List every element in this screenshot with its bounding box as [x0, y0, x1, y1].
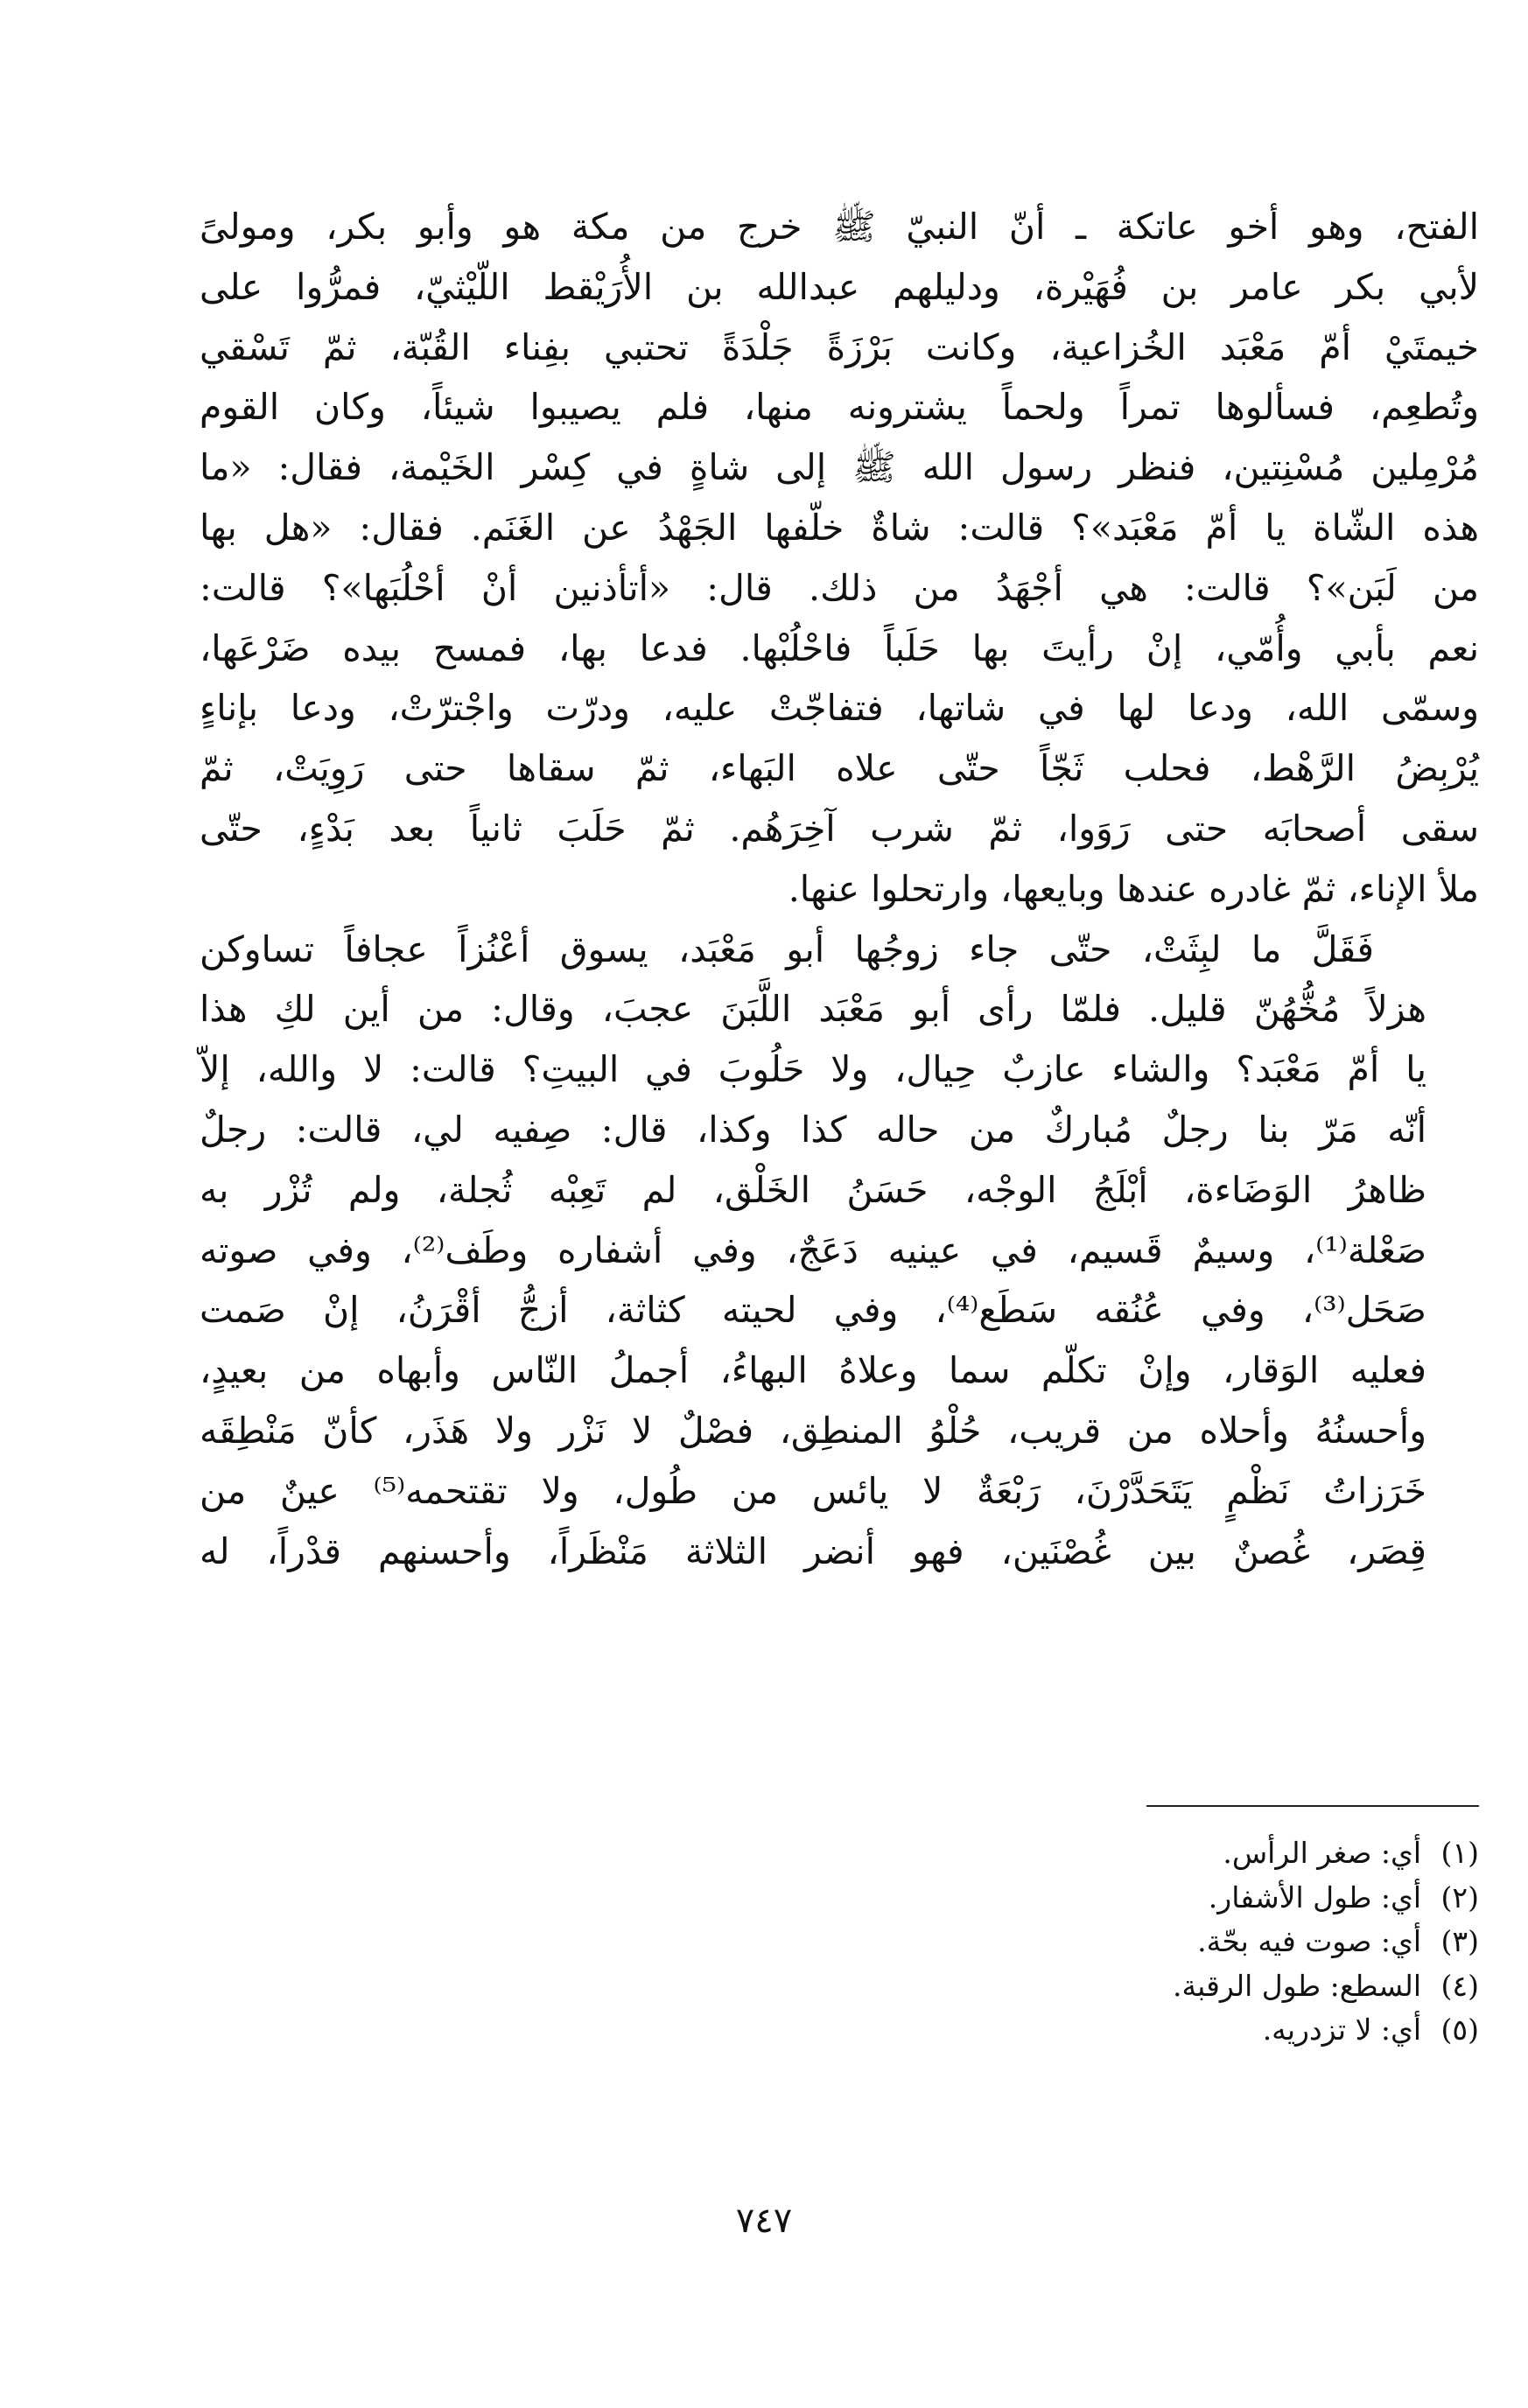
- footnote-item: [788, 1876, 1479, 1921]
- text-line: صَحَل⁽³⁾، وفي عُنُقه سَطَع⁽⁴⁾، وفي لحيته كثاثة، أزجُّ أقْرَنُ، إنْ صَمت: [200, 1289, 1426, 1332]
- text-line: قِصَر، غُصنٌ بين غُصْنَين، فهو أنضر الثلاثة مَنْظَراً، وأحسنهم قدْراً، له: [200, 1530, 1426, 1572]
- footnote-number: (٥): [1440, 2012, 1479, 2047]
- text-line: فَقَلَّ ما لبِثَتْ، حتّى جاء زوجُها أبو مَعْبَد، يسوق أعْنُزاً عجافاً تساوكن: [200, 928, 1374, 970]
- text-line: وأحسنُهُ وأحلاه من قريب، حُلْوُ المنطِق، فصْلٌ لا نَزْر ولا هَذَر، كأنّ مَنْطِقَه: [200, 1409, 1426, 1452]
- footnote-item: [788, 1964, 1479, 2009]
- page-number: ٧٤٧: [735, 2201, 793, 2241]
- footnote-number: (٣): [1440, 1924, 1479, 1958]
- footnote-text: أي: طول الأشفار.: [1208, 1880, 1421, 1914]
- paragraph-2: [200, 920, 1479, 1582]
- footnote-number: (١): [1440, 1836, 1479, 1870]
- text-line: خَرَزاتُ نَظْمٍ يَتَحَدَّرْنَ، رَبْعَةٌ لا يائس من طُول، ولا تقتحمه⁽⁵⁾ عينٌ من: [200, 1469, 1426, 1512]
- text-line: ظاهرُ الوَضَاءة، أبْلَجُ الوجْه، حَسَنُ الخَلْق، لم تَعِبْه ثُجلة، ولم تُزْر به: [200, 1168, 1426, 1211]
- text-line: يا أمّ مَعْبَد؟ والشاء عازبٌ حِيال، ولا حَلُوبَ في البيتِ؟ قالت: لا والله، إلاّ: [200, 1048, 1426, 1091]
- text-line: وتُطعِم، فسألوها تمراً ولحماً يشترونه منها، فلم يصيبوا شيئاً، وكان القوم: [200, 386, 1479, 429]
- footnote-text: أي: صغر الرأس.: [1223, 1836, 1421, 1870]
- footnote-number: (٤): [1440, 1968, 1479, 2003]
- footnote-number: (٢): [1440, 1880, 1479, 1914]
- text-line: فعليه الوَقار، وإنْ تكلّم سما وعلاهُ البهاءُ، أجملُ النّاس وأبهاه من بعيدٍ،: [200, 1349, 1426, 1392]
- text-line: الفتح، وهو أخو عاتكة ـ أنّ النبيّ ﷺ خرج من مكة هو وأبو بكر، ومولىً: [200, 206, 1479, 248]
- text-line: وسمّى الله، ودعا لها في شاتها، فتفاجّتْ عليه، ودرّت واجْترّتْ، ودعا بإناءٍ: [200, 687, 1479, 730]
- text-line: صَعْلة⁽¹⁾، وسيمٌ قَسيم، في عينيه دَعَجٌ، وفي أشفاره وطَف⁽²⁾، وفي صوته: [200, 1228, 1427, 1271]
- paragraph-1: [200, 197, 1479, 920]
- footnote-text: أي: لا تزدريه.: [1262, 2012, 1421, 2047]
- footnote-text: السطع: طول الرقبة.: [1172, 1968, 1421, 2003]
- footnote-item: [788, 1831, 1479, 1876]
- text-line: لأبي بكر عامر بن فُهَيْرة، ودليلهم عبدالله بن الأُرَيْقط اللّيْثيّ، فمرُّوا على: [200, 265, 1479, 308]
- footnotes: [788, 1831, 1479, 2053]
- text-line: يُرْبِضُ الرَّهْط، فحلب ثَجّاً حتّى علاه البَهاء، ثمّ سقاها حتى رَوِيَتْ، ثمّ: [200, 747, 1479, 790]
- text-line: خيمتَيْ أمّ مَعْبَد الخُزاعية، وكانت بَرْزَةً جَلْدَةً تحتبي بفِناء القُبّة، ثمّ تَسْقي: [200, 326, 1479, 368]
- text-line: هذه الشّاة يا أمّ مَعْبَد»؟ قالت: شاةٌ خلّفها الجَهْدُ عن الغَنَم. فقال: «هل بها: [200, 506, 1479, 549]
- footnote-item: [788, 2008, 1479, 2053]
- text-line: سقى أصحابَه حتى رَوَوا، ثمّ شرب آخِرَهُم. ثمّ حَلَبَ ثانياً بعد بَدْءٍ، حتّى: [200, 807, 1479, 850]
- footnote-item: [788, 1920, 1479, 1964]
- text-line: هزلاً مُخُّهُنّ قليل. فلمّا رأى أبو مَعْبَد اللَّبَنَ عجبَ، وقال: من أين لكِ هذا: [200, 988, 1426, 1031]
- main-text: [200, 197, 1479, 1581]
- text-line: من لَبَن»؟ قالت: هي أجْهَدُ من ذلك. قال: «أتأذنين أنْ أحْلُبَها»؟ قالت:: [200, 566, 1479, 609]
- footnote-separator: [1146, 1805, 1479, 1807]
- footnote-text: أي: صوت فيه بحّة.: [1197, 1924, 1421, 1958]
- text-line: ملأ الإناء، ثمّ غادره عندها وبايعها، وارتحلوا عنها.: [788, 867, 1479, 910]
- text-line: أنّه مَرّ بنا رجلٌ مُباركٌ من حاله كذا وكذا، قال: صِفيه لي، قالت: رجلٌ: [200, 1108, 1426, 1151]
- text-line: نعم بأبي وأُمّي، إنْ رأيتَ بها حَلَباً فاحْلُبْها. فدعا بها، فمسح بيده ضَرْعَها،: [200, 626, 1479, 669]
- text-line: مُرْمِلين مُسْنِتين، فنظر رسول الله ﷺ إلى شاةٍ في كِسْر الخَيْمة، فقال: «ما: [200, 446, 1479, 489]
